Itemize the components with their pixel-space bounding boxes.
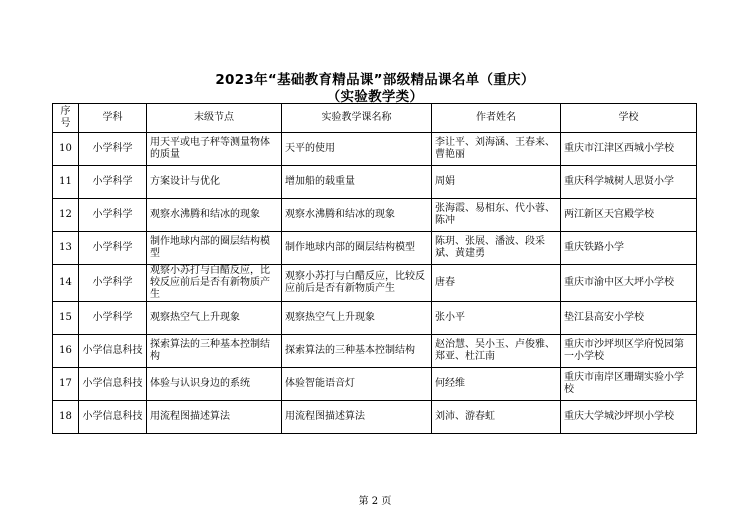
cell-no: 11 xyxy=(53,166,79,199)
cell-subject: 小学信息科技 xyxy=(79,335,147,368)
document-title: 2023年“基础教育精品课”部级精品课名单（重庆） xyxy=(215,72,535,88)
cell-subject: 小学科学 xyxy=(79,199,147,232)
cell-school: 重庆市渝中区大坪小学校 xyxy=(561,265,697,302)
cell-school: 重庆铁路小学 xyxy=(561,232,697,265)
table-row xyxy=(53,232,697,265)
cell-school: 重庆市南岸区珊瑚实验小学校 xyxy=(561,368,697,401)
cell-node: 用流程图描述算法 xyxy=(147,401,282,434)
table-row xyxy=(53,133,697,166)
cell-authors: 张小平 xyxy=(432,302,561,335)
table-row xyxy=(53,166,697,199)
cell-course: 天平的使用 xyxy=(282,133,432,166)
cell-node: 观察小苏打与白醋反应，比较反应前后是否有新物质产生 xyxy=(147,265,282,302)
cell-course: 用流程图描述算法 xyxy=(282,401,432,434)
table-row xyxy=(53,335,697,368)
cell-authors: 陈玥、张展、潘波、段采斌、黄建勇 xyxy=(432,232,561,265)
cell-subject: 小学科学 xyxy=(79,232,147,265)
cell-no: 10 xyxy=(53,133,79,166)
cell-subject: 小学信息科技 xyxy=(79,401,147,434)
cell-no: 18 xyxy=(53,401,79,434)
cell-no: 17 xyxy=(53,368,79,401)
cell-authors: 赵治慧、吴小玉、卢俊雅、郑亚、杜江南 xyxy=(432,335,561,368)
header-no: 序号 xyxy=(53,104,79,133)
header-subject: 学科 xyxy=(79,104,147,133)
cell-course: 体验智能语音灯 xyxy=(282,368,432,401)
header-school: 学校 xyxy=(561,104,697,133)
cell-node: 用天平或电子秤等测量物体的质量 xyxy=(147,133,282,166)
cell-school: 两江新区天宫殿学校 xyxy=(561,199,697,232)
table-header-row xyxy=(53,104,697,133)
header-authors: 作者姓名 xyxy=(432,104,561,133)
cell-no: 14 xyxy=(53,265,79,302)
cell-course: 探索算法的三种基本控制结构 xyxy=(282,335,432,368)
cell-course: 制作地球内部的圈层结构模型 xyxy=(282,232,432,265)
cell-node: 探索算法的三种基本控制结构 xyxy=(147,335,282,368)
cell-node: 制作地球内部的圈层结构模型 xyxy=(147,232,282,265)
table-row xyxy=(53,199,697,232)
header-course: 实验教学课名称 xyxy=(282,104,432,133)
cell-node: 体验与认识身边的系统 xyxy=(147,368,282,401)
cell-node: 方案设计与优化 xyxy=(147,166,282,199)
cell-subject: 小学科学 xyxy=(79,133,147,166)
cell-no: 13 xyxy=(53,232,79,265)
cell-authors: 刘沛、游春虹 xyxy=(432,401,561,434)
cell-school: 重庆市沙坪坝区学府悦园第一小学校 xyxy=(561,335,697,368)
cell-node: 观察水沸腾和结冰的现象 xyxy=(147,199,282,232)
cell-school: 垫江县高安小学校 xyxy=(561,302,697,335)
cell-course: 观察小苏打与白醋反应，比较反应前后是否有新物质产生 xyxy=(282,265,432,302)
cell-node: 观察热空气上升现象 xyxy=(147,302,282,335)
cell-authors: 李让平、刘海涵、王春来、曹艳丽 xyxy=(432,133,561,166)
table-row xyxy=(53,368,697,401)
cell-subject: 小学科学 xyxy=(79,302,147,335)
cell-no: 15 xyxy=(53,302,79,335)
page-number: 第 2 页 xyxy=(358,496,392,507)
header-node: 末级节点 xyxy=(147,104,282,133)
cell-authors: 何经维 xyxy=(432,368,561,401)
table-row xyxy=(53,302,697,335)
cell-no: 12 xyxy=(53,199,79,232)
cell-subject: 小学科学 xyxy=(79,166,147,199)
cell-course: 观察热空气上升现象 xyxy=(282,302,432,335)
table-row xyxy=(53,265,697,302)
cell-course: 观察水沸腾和结冰的现象 xyxy=(282,199,432,232)
cell-school: 重庆市江津区西城小学校 xyxy=(561,133,697,166)
cell-authors: 张海霞、易相东、代小蓉、陈冲 xyxy=(432,199,561,232)
cell-subject: 小学科学 xyxy=(79,265,147,302)
cell-no: 16 xyxy=(53,335,79,368)
cell-school: 重庆科学城树人思贤小学 xyxy=(561,166,697,199)
cell-school: 重庆大学城沙坪坝小学校 xyxy=(561,401,697,434)
document-subtitle: （实验教学类） xyxy=(326,89,424,105)
table-row xyxy=(53,401,697,434)
cell-subject: 小学信息科技 xyxy=(79,368,147,401)
cell-course: 增加船的载重量 xyxy=(282,166,432,199)
cell-authors: 周娟 xyxy=(432,166,561,199)
cell-authors: 唐春 xyxy=(432,265,561,302)
course-table xyxy=(52,103,697,434)
